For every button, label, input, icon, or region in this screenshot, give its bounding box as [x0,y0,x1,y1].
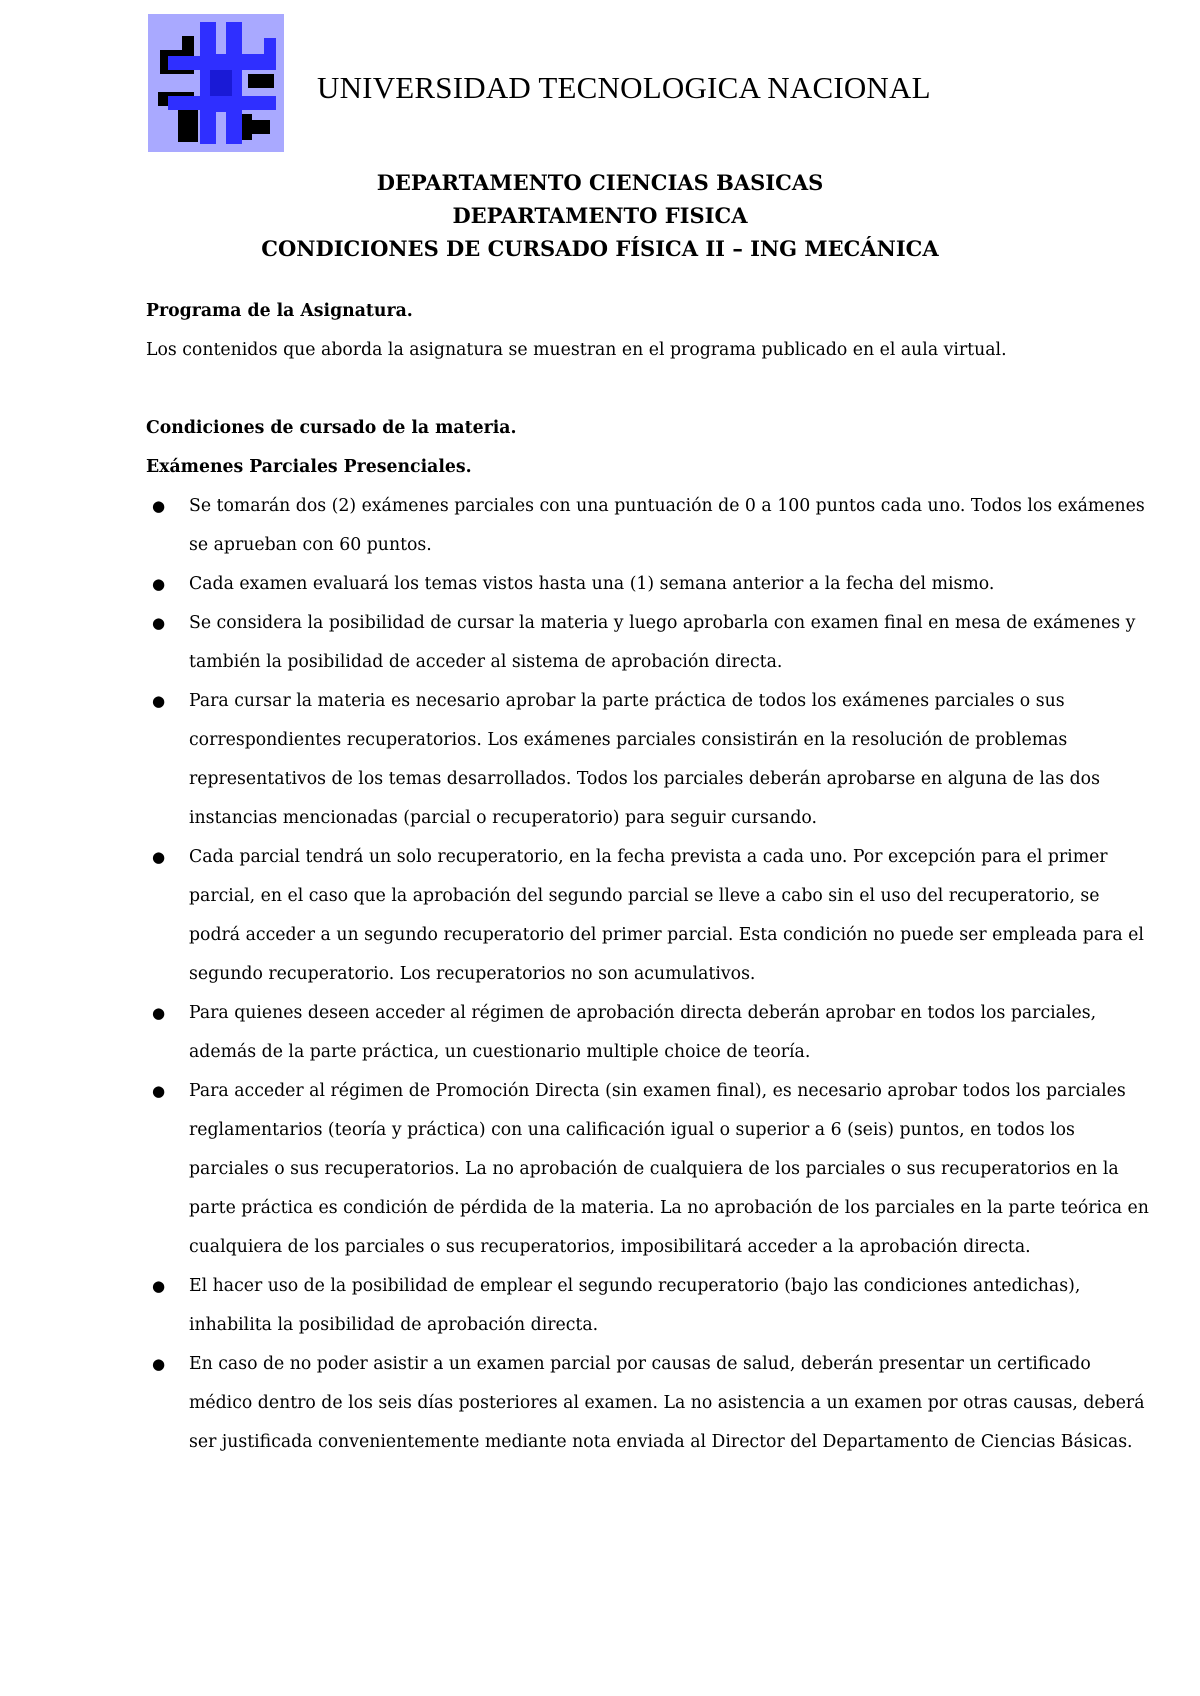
list-item-text: Se considera la posibilidad de cursar la materia y luego aprobarla con examen final en mesa de exámenes y también la posibilidad de acceder al sistema de aprobación directa. [189,613,1136,672]
list-item [146,1072,1156,1267]
department-heading: DEPARTAMENTO FISICA [452,203,748,228]
spacer [146,370,1156,409]
list-item [146,682,1156,838]
bullet-icon: ● [152,497,166,515]
bullet-icon: ● [152,1355,166,1373]
bullet-icon: ● [152,692,166,710]
bullet-icon: ● [152,1082,166,1100]
paragraph: Los contenidos que aborda la asignatura se muestran en el programa publicado en el aula virtual. [146,340,1007,360]
list-item-text: Para quienes deseen acceder al régimen de aprobación directa deberán aprobar en todos los parciales, además de la parte práctica, un cuestionario multiple choice de teoría. [189,1003,1097,1062]
department-heading: DEPARTAMENTO CIENCIAS BASICAS [376,170,824,195]
list-item [146,487,1156,565]
document-headings [0,166,1200,265]
list-item [146,1267,1156,1345]
conditions-list [146,487,1156,1462]
university-name: UNIVERSIDAD TECNOLOGICA NACIONAL [317,70,931,105]
list-item [146,565,1156,604]
bullet-icon: ● [152,575,166,593]
utn-logo-icon [148,14,284,152]
list-item [146,838,1156,994]
bullet-icon: ● [152,1004,166,1022]
section-subtitle: Exámenes Parciales Presenciales. [146,457,472,477]
bullet-icon: ● [152,848,166,866]
document-title: CONDICIONES DE CURSADO FÍSICA II – ING MECÁNICA [261,236,939,261]
bullet-icon: ● [152,614,166,632]
list-item-text: En caso de no poder asistir a un examen parcial por causas de salud, deberán presentar un certificado médico dentro de los seis días posteriores al examen. La no asistencia a un examen por otras causas, deberá ser justificada convenientemente mediante nota enviada al Director del Departamento de Ciencias Básicas. [189,1354,1145,1452]
list-item [146,1345,1156,1462]
list-item-text: El hacer uso de la posibilidad de emplear el segundo recuperatorio (bajo las condiciones antedichas), inhabilita la posibilidad de aprobación directa. [189,1276,1081,1335]
document-body [146,292,1156,1462]
section-title: Condiciones de cursado de la materia. [146,418,517,438]
list-item-text: Cada examen evaluará los temas vistos hasta una (1) semana anterior a la fecha del mismo. [189,574,995,594]
section-title: Programa de la Asignatura. [146,301,413,321]
list-item [146,994,1156,1072]
list-item-text: Para acceder al régimen de Promoción Directa (sin examen final), es necesario aprobar todos los parciales reglamentarios (teoría y práctica) con una calificación igual o superior a 6 (seis) puntos, en todos los parciales o sus recuperatorios. La no aprobación de cualquiera de los parciales o sus recuperatorios en la parte práctica es condición de pérdida de la materia. La no aprobación de los parciales en la parte teórica en cualquiera de los parciales o sus recuperatorios, imposibilitará acceder a la aprobación directa. [189,1081,1149,1257]
bullet-icon: ● [152,1277,166,1295]
list-item-text: Para cursar la materia es necesario aprobar la parte práctica de todos los exámenes parciales o sus correspondientes recuperatorios. Los exámenes parciales consistirán en la resolución de problemas representativos de los temas desarrollados. Todos los parciales deberán aprobarse en alguna de las dos instancias mencionadas (parcial o recuperatorio) para seguir cursando. [189,691,1100,828]
list-item-text: Se tomarán dos (2) exámenes parciales con una puntuación de 0 a 100 puntos cada uno. Todos los exámenes se aprueban con 60 puntos. [189,496,1145,555]
list-item [146,604,1156,682]
list-item-text: Cada parcial tendrá un solo recuperatorio, en la fecha prevista a cada uno. Por excepción para el primer parcial, en el caso que la aprobación del segundo parcial se lleve a cabo sin el uso del recuperatorio, se podrá acceder a un segundo recuperatorio del primer parcial. Esta condición no puede ser empleada para el segundo recuperatorio. Los recuperatorios no son acumulativos. [189,847,1144,984]
